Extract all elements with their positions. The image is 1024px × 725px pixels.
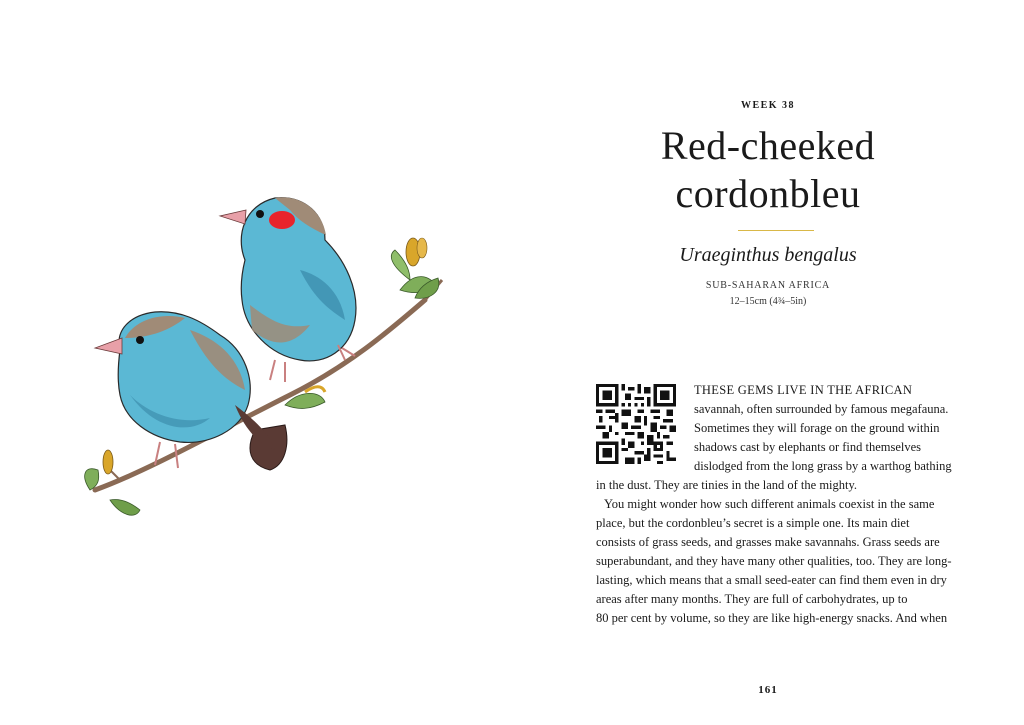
body-line: savannah, often surrounded by famous megafauna. [694, 402, 949, 416]
body-line: place, but the cordonbleu’s secret is a simple one. Its main diet [596, 516, 910, 530]
page-title [512, 122, 1024, 218]
latin-name: Uraeginthus bengalus [679, 244, 857, 266]
right-page [512, 0, 1024, 725]
body-line: You might wonder how such different animals coexist in the same [604, 497, 935, 511]
body-line: in the dust. They are tinies in the land of the mighty. [596, 478, 858, 492]
body-line: Sometimes they will forage on the ground within [694, 421, 940, 435]
body-line: 80 per cent by volume, so they are like high-energy snacks. And when [596, 611, 948, 625]
body-line: dislodged from the long grass by a warthog bathing [694, 459, 952, 473]
body-line: superabundant, and they have many other qualities, too. They are long- [596, 554, 952, 568]
week-label: WEEK 38 [740, 100, 796, 111]
bird-size: 12–15cm (4¾–5in) [729, 296, 807, 307]
page-number: 161 [758, 684, 778, 696]
body-line: consists of grass seeds, and grasses make savannahs. Grass seeds are [596, 535, 940, 549]
title-divider [738, 230, 814, 231]
title-line-1: Red-cheeked [660, 123, 876, 168]
body-line: lasting, which means that a small seed-eater can find them even in dry [596, 573, 947, 587]
region: SUB-SAHARAN AFRICA [705, 280, 831, 291]
body-text [596, 381, 972, 628]
body-line: shadows cast by elephants or find themselves [694, 440, 922, 454]
cordonbleu-illustration [70, 180, 460, 540]
body-line: areas after many months. They are full of carbohydrates, up to [596, 592, 908, 606]
body-line: THESE GEMS LIVE IN THE AFRICAN [694, 383, 913, 397]
title-line-2: cordonbleu [675, 171, 861, 216]
